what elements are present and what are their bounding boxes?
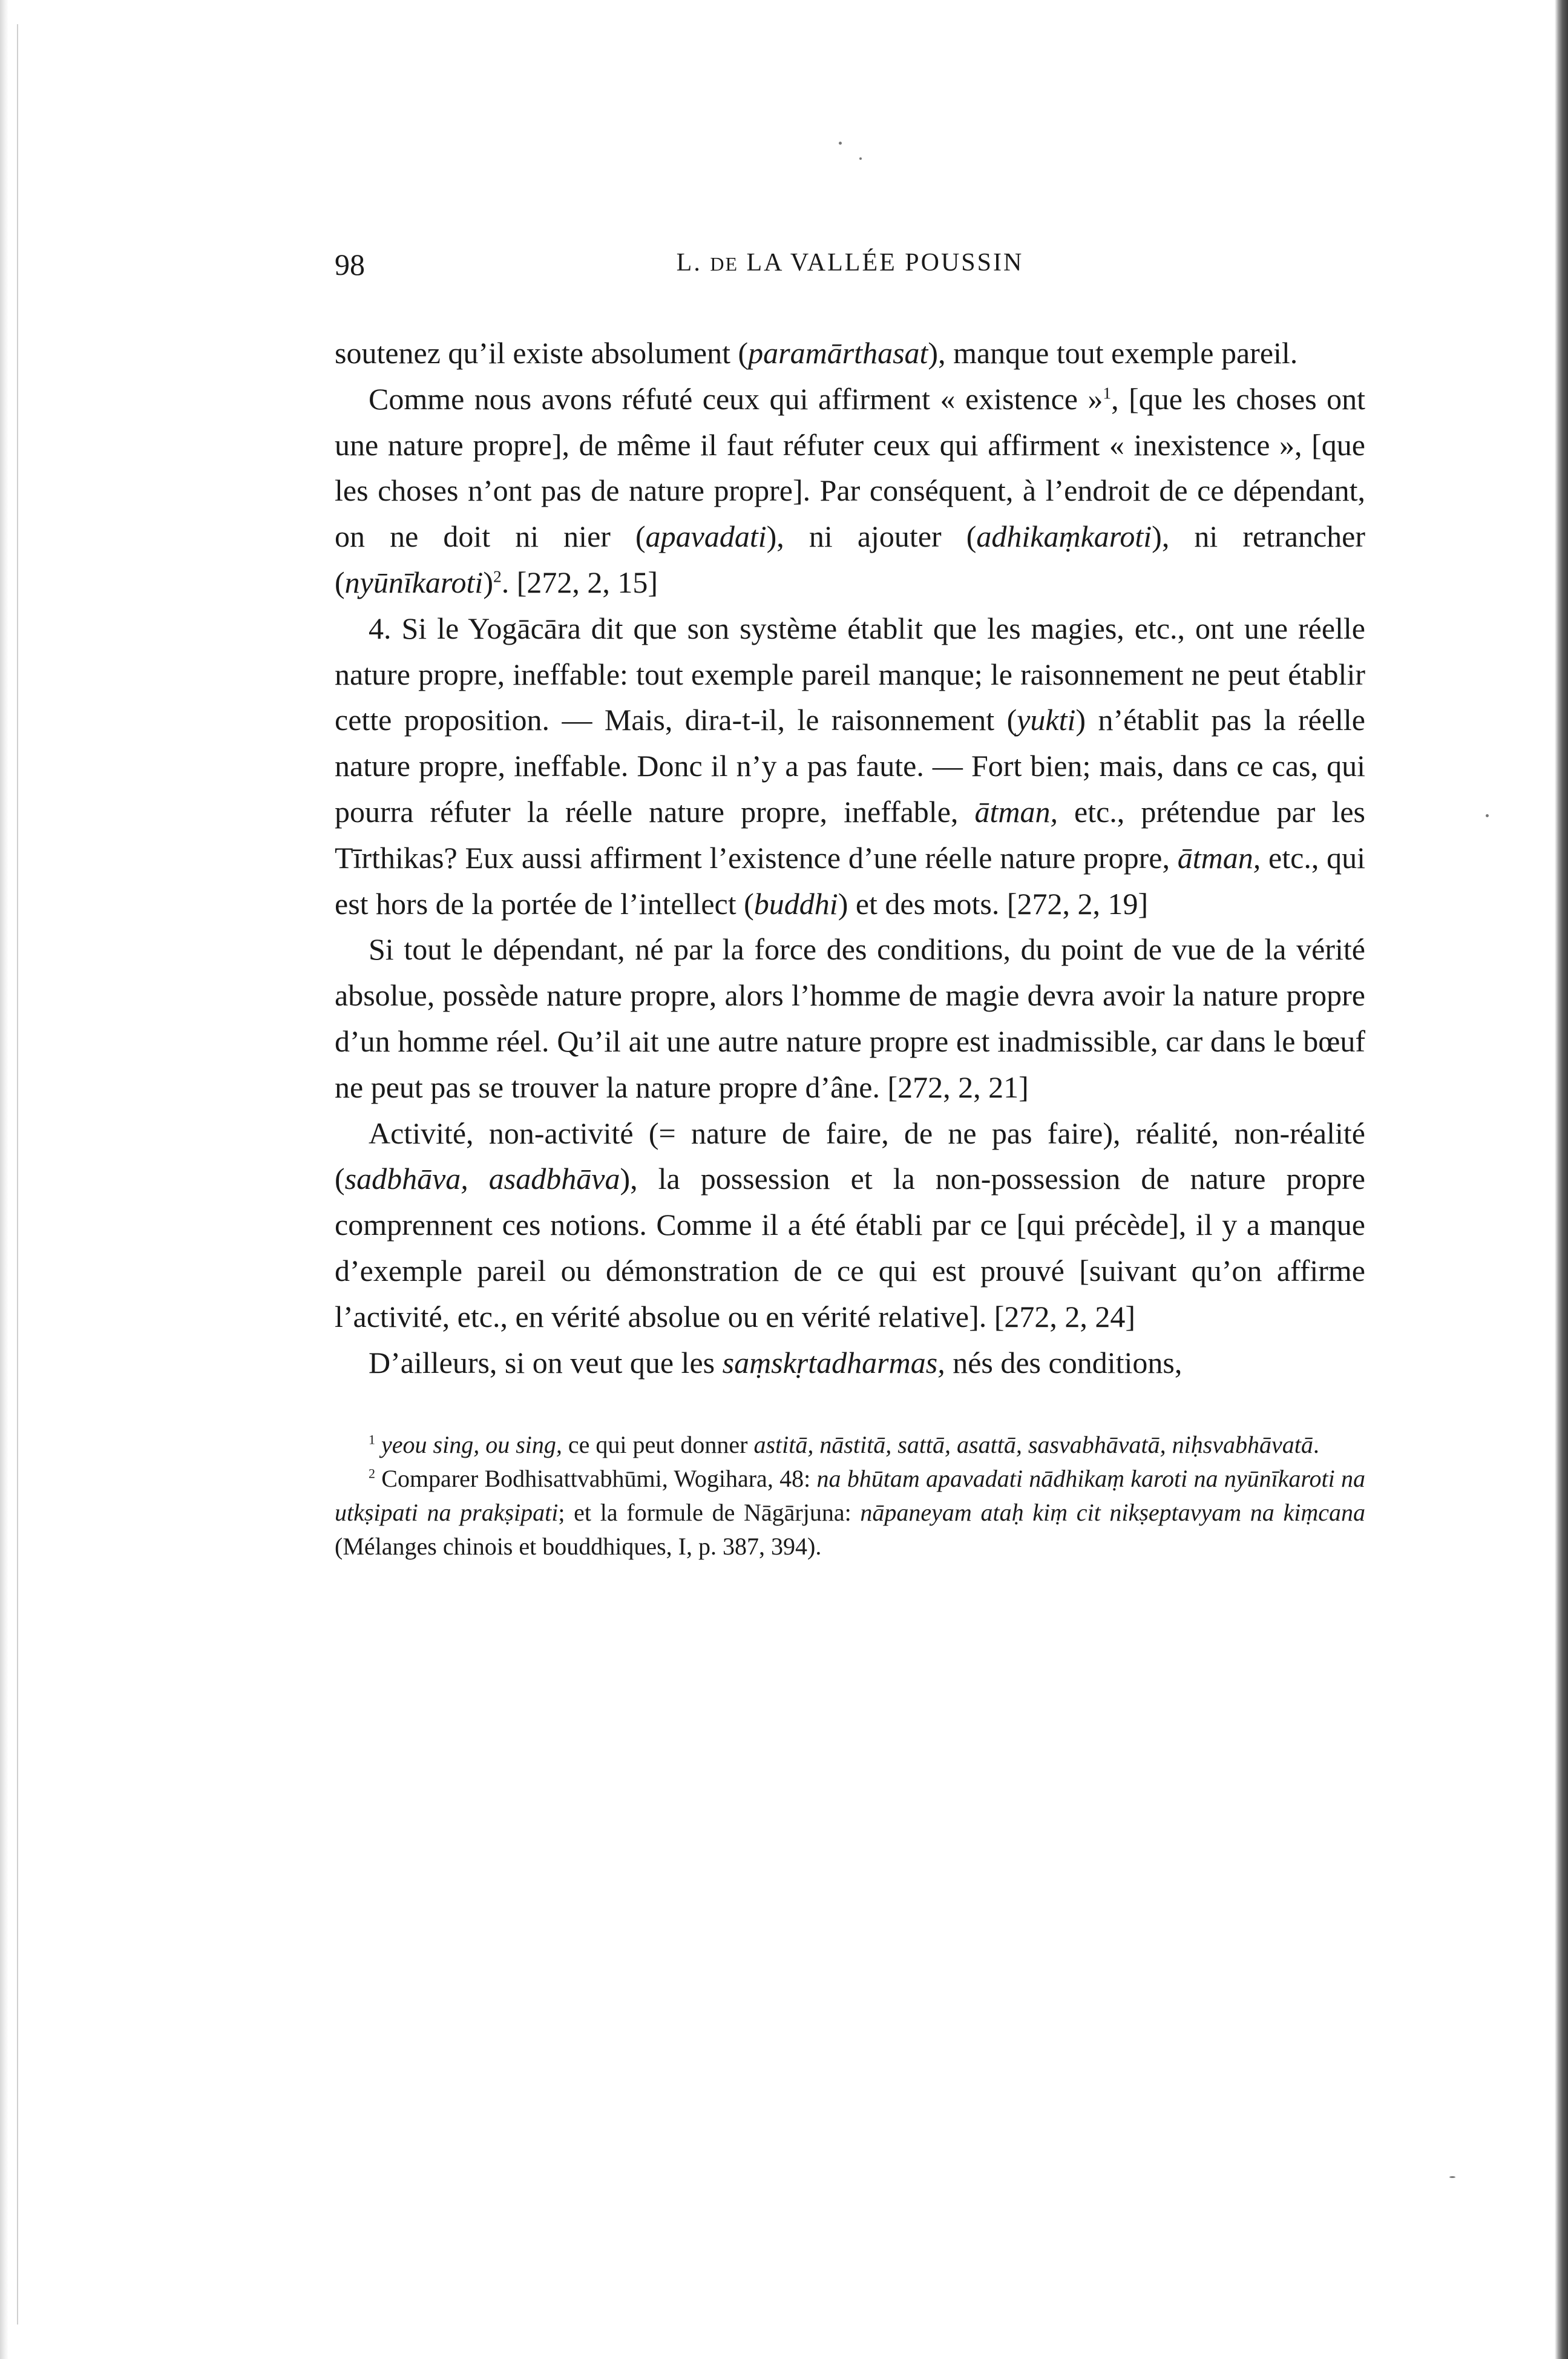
text-run: ) [483,565,493,599]
text-run: ) n’établit pas la réelle nature propre, ineffable. Donc il n’y a pas faute. — Fort bien; mais, dans ce cas, qui pourra réfuter la réelle nature propre, ineffable, [335,703,1365,829]
book-page [335,240,1365,1564]
running-head [335,248,1365,277]
text-run: Si tout le dépendant, né par la force des conditions, du point de vue de la vérité absolue, possède nature propre, alors l’homme de magie devra avoir la nature propre d’un homme réel. Qu’il ait une autre nature propre est inadmissible, car dans le bœuf ne peut pas se trouver la nature propre d’âne. [272, 2, 21] [335,932,1365,1104]
text-run: nés des conditions, [945,1345,1183,1380]
text-run: , [que les choses ont une nature propre], de même il faut réfuter ceux qui affirment « inexistence », [que les choses n’ont pas de nature propre]. Par conséquent, à l’endroit de ce dépendant, on ne doit ni nier ( [335,381,1366,554]
italic-term: ātman, [1177,840,1261,875]
text-run: ), la possession et la non-possession de nature propre comprennent ces notions. Comme il a été établi par ce [qui précède], il y a manque d’exemple pareil ou démonstration de ce qui est prouvé [suivant qu’on affirme l’activité, etc., en vérité absolue ou en vérité relative]. [272, 2, 24] [335,1162,1365,1334]
italic-term: ātman, [974,794,1058,829]
italic-term: na bhūtam apavadati nādhikaṃ karoti na nyūnīkaroti na utkṣipati na prakṣipati [335,1465,1365,1527]
paragraph-2 [335,377,1365,606]
italic-term: adhikaṃkaroti [976,519,1152,554]
text-run: Activité, non-activité (= nature de faire, de ne pas faire), réalité, non-réalité ( [335,1116,1365,1196]
footnote-ref-2: 2 [493,567,502,586]
text-run: . [272, 2, 15] [501,565,658,599]
page-number: 98 [335,248,365,281]
paragraph-5 [335,1111,1365,1340]
footnotes [335,1428,1365,1564]
text-run: (Mélanges chinois et bouddhiques, I, p. 387, 394). [335,1533,822,1561]
text-run: etc., prétendue par les Tīrthikas? Eux aussi affirment l’existence d’une réelle nature propre, [335,794,1365,875]
scan-speck [1486,814,1489,817]
binding-edge [1555,0,1568,2359]
footnote-mark: 1 [369,1432,375,1447]
text-run: D’ailleurs, si on veut que les [369,1345,723,1380]
paragraph-3 [335,606,1365,927]
text-run: ) et des mots. [272, 2, 19] [838,886,1149,921]
page-header [335,240,1365,294]
text-run: soutenez qu’il existe absolument ( [335,336,749,370]
text-run: Comme nous avons réfuté ceux qui affirment « existence » [369,381,1103,416]
italic-term: saṃskṛtadharmas, [722,1345,945,1380]
scan-edge-line [17,24,18,2324]
text-run: 4. Si le Yogācāra dit que son système établit que les magies, etc., ont une réelle nature propre, ineffable: tout exemple pareil manque; le raisonnement ne peut établir cette proposition. — Mais, dira-t-il, le raisonnement ( [335,611,1365,737]
text-run: ce qui peut donner [562,1431,754,1459]
running-head-initial: L. [676,249,702,277]
paragraph-4 [335,927,1365,1110]
scan-speck [839,142,842,145]
italic-term: yukti [1017,703,1076,737]
scan-speck [859,157,862,160]
running-head-name: LA VALLÉE POUSSIN [746,249,1024,277]
italic-term: nāpaneyam ataḥ kiṃ cit nikṣeptavyam na kiṃcana [860,1499,1365,1527]
footnote-mark: 2 [369,1466,375,1481]
italic-term: buddhi [753,886,838,921]
text-run: ), ni ajouter ( [766,519,977,554]
footnote-2 [335,1462,1365,1564]
text-run: ; et la formule de Nāgārjuna: [558,1499,861,1527]
italic-term: nyūnīkaroti [344,565,484,599]
scan-edge-left [0,0,8,2359]
text-run: ), ni retrancher ( [335,519,1365,599]
text-run: . [1313,1431,1319,1459]
paragraph-1 [335,331,1365,377]
italic-term: sadbhāva, asadbhāva [344,1162,620,1196]
italic-term: paramārthasat [748,336,928,370]
scan-speck [1449,2176,1455,2178]
italic-term: apavadati [645,519,767,554]
text-run: ), manque tout exemple pareil. [928,336,1298,370]
italic-term: astitā, nāstitā, sattā, asattā, sasvabhāvatā, niḥsvabhāvatā [753,1431,1313,1459]
footnote-1 [335,1428,1365,1462]
footnote-ref-1: 1 [1103,383,1112,403]
paragraph-6 [335,1340,1365,1386]
body-text [335,331,1365,1386]
running-head-particle: DE [710,253,738,275]
text-run: Comparer Bodhisattvabhūmi, Wogihara, 48: [381,1465,817,1493]
italic-term: yeou sing, ou sing, [381,1431,562,1459]
text-run: etc., qui est hors de la portée de l’intellect ( [335,840,1366,921]
